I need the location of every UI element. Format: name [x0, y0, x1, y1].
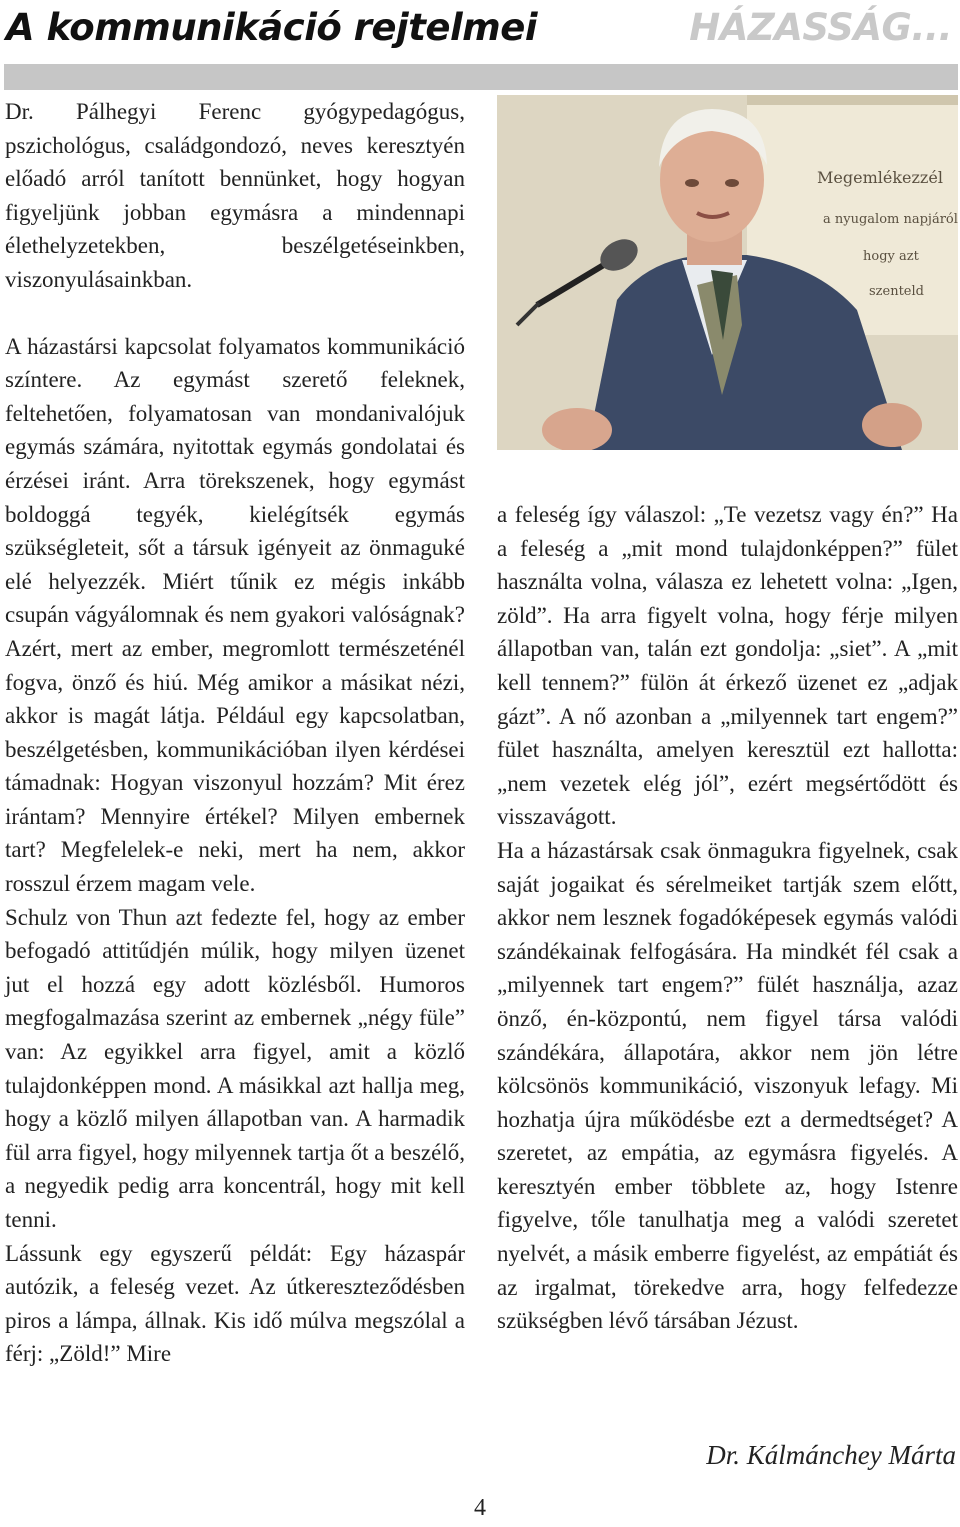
poster-line: Megemlékezzél: [817, 168, 943, 187]
header-bar: [4, 64, 958, 90]
left-column: [5, 95, 465, 1371]
poster-line: a nyugalom napjáról: [823, 212, 958, 227]
author-signature: Dr. Kálmánchey Márta: [706, 1440, 956, 1470]
intro-paragraph: Dr. Pálhegyi Ferenc gyógypedagógus, pszichológus, családgondozó, neves keresztyén előadó arról tanított bennünket, hogy hogyan figyeljünk jobban egymásra a mindennapi élethelyzetekben, beszélgetéseinkben, viszonyulásainkban.: [5, 99, 465, 292]
speaker-photo: [497, 95, 958, 450]
section-label: HÁZASSÁG...: [689, 6, 952, 49]
body-paragraph: Ha a házastársak csak önmagukra figyelnek, csak saját jogaikat és sérelmeiket tartják szem előtt, akkor nem lesznek fogadóképesek egymás valódi szándékainak felfogására. Ha mindkét fél csak a „milyennek tart engem?” fülét használja, azaz önző, én-központú, nem figyel társa valódi szándékára, állapotára, akkor nem jön létre kölcsönös kommunikáció, viszonyuk lefagy. Mi hozhatja újra működésbe ezt a dermedtséget? A szeretet, az empátia, az egymásra figyelés. A keresztyén ember többlete az, hogy Istenre figyelve, tőle tanulhatja meg a valódi szeretet nyelvét, a másik emberre figyelést, az empátiát és az irgalmat, törekedve arra, hogy felfedezze szükségben lévő társában Jézust.: [497, 837, 958, 1334]
right-column: [497, 498, 958, 1338]
body-paragraph: a feleség így válaszol: „Te vezetsz vagy én?” Ha a feleség a „mit mond tulajdonképpen?” fület használta volna, válasza ez lehetett volna: „Igen, zöld”. Ha arra figyelt volna, hogy férje milyen állapotban van, talán ezt gondolja: „siet”. A „mit kell tennem?” fülön át érkező üzenet ez „adjak gázt”. A nő azonban a „milyennek tart engem?” fület használta, amelyen keresztül ezt hallotta: „nem vezetek elég jól”, ezért megsértődött és visszavágott.: [497, 502, 958, 830]
body-paragraph: Schulz von Thun azt fedezte fel, hogy az ember befogadó attitűdjén múlik, hogy milyen üzenet jut el hozzá egy adott közlésből. Humoros megfogalmazása szerint az embernek „négy füle” van: Az egyikkel arra figyel, amit a közlő tulajdonképpen mond. A másikkal azt hallja meg, hogy a közlő milyen állapotban van. A harmadik fül arra figyel, hogy milyennek tartja őt a beszélő, a negyedik pedig arra koncentrál, hogy mit kell tenni.: [5, 904, 465, 1232]
page-number: 4: [474, 1495, 486, 1521]
poster-line: szenteld: [869, 284, 924, 299]
poster-line: hogy azt: [863, 249, 919, 264]
body-paragraph: A házastársi kapcsolat folyamatos kommunikáció színtere. Az egymást szerető feleknek, feltehetően, folyamatosan van mondanivalójuk egymás számára, nyitottak egymás gondolatai és érzései iránt. Arra törekszenek, hogy egymást boldoggá tegyék, kielégítsék egymás szükségleteit, sőt a társuk igényeit az önmaguké elé helyezzék. Miért tűnik ez mégis inkább csupán vágyálomnak és nem gyakori valóságnak? Azért, mert az ember, megromlott természeténél fogva, önző és hiú. Még amikor a másikat nézi, akkor is magát látja. Például egy kapcsolatban, beszélgetésben, kommunikációban ilyen kérdései támadnak: Hogyan viszonyul hozzám? Mit érez irántam? Mennyire értékel? Milyen embernek tart? Megfelelek-e neki, mert ha nem, akkor rosszul érzem magam vele.: [5, 333, 465, 897]
article-title: A kommunikáció rejtelmei: [6, 6, 538, 49]
body-paragraph: Lássunk egy egyszerű példát: Egy házaspár autózik, a feleség vezet. Az útkereszteződésben piros a lámpa, állnak. Kis idő múlva megszólal a férj: „Zöld!” Mire: [5, 1240, 465, 1367]
